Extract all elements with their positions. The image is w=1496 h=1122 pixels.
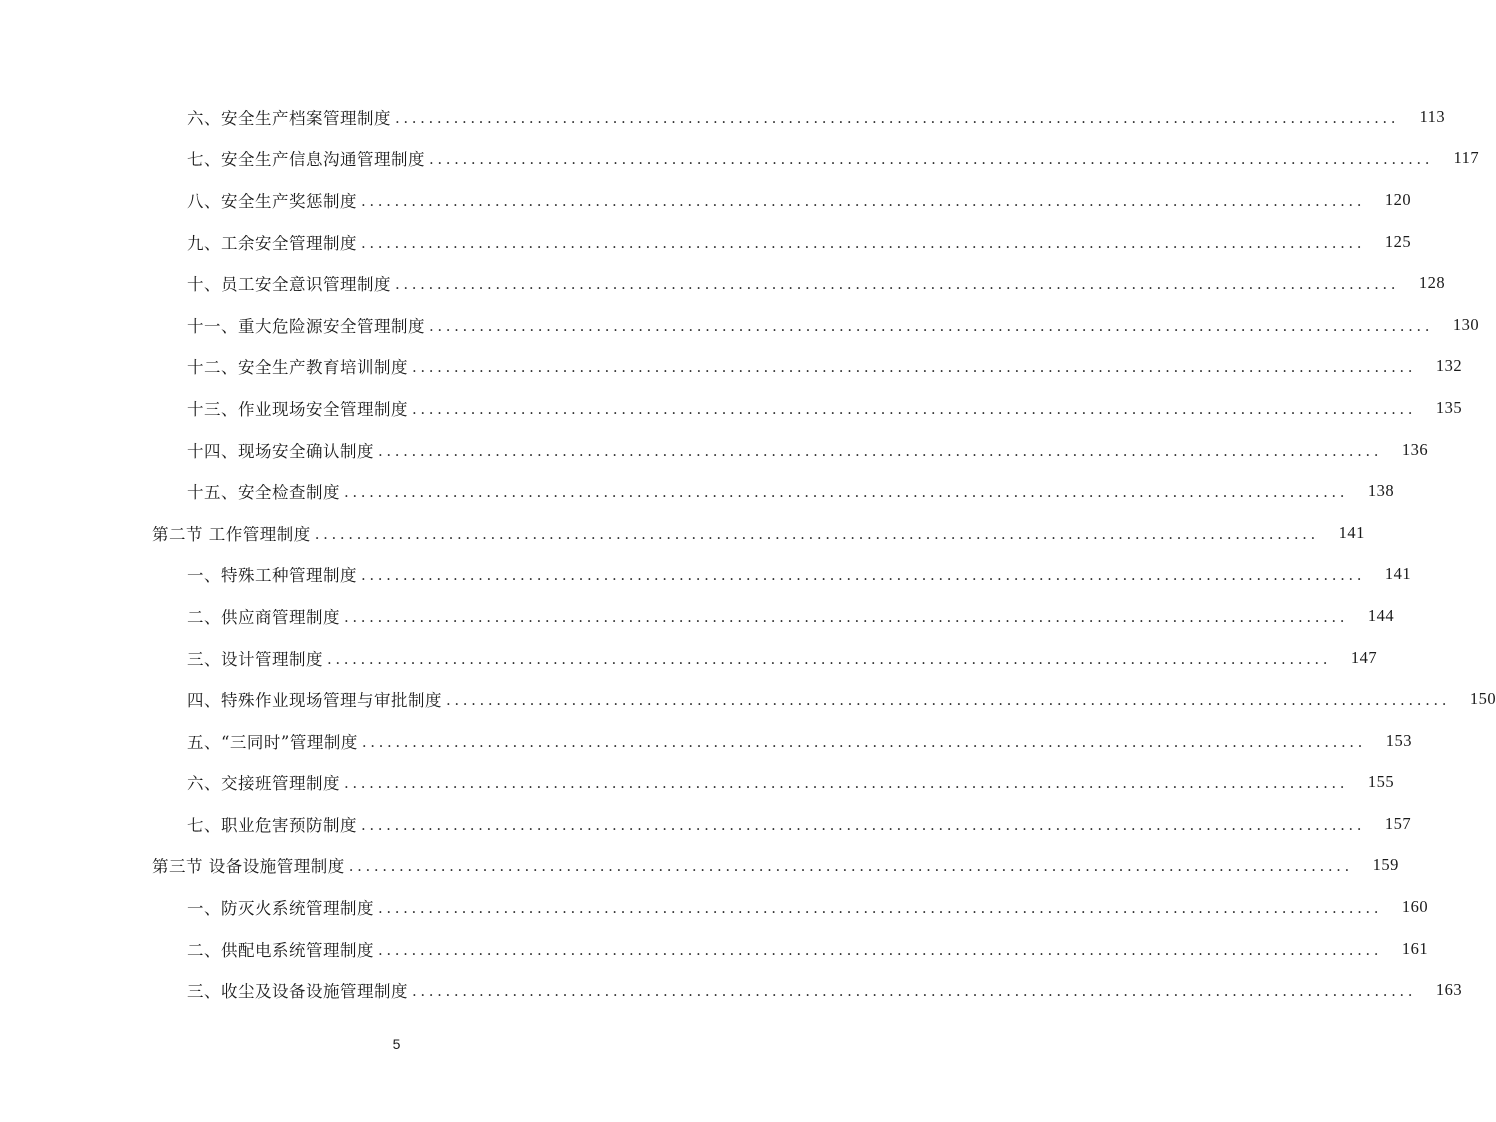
toc-entry[interactable] xyxy=(0,262,1446,304)
toc-entry-page: 128 xyxy=(1418,273,1446,293)
toc-entry[interactable] xyxy=(0,221,1412,263)
toc-entry[interactable] xyxy=(0,886,1429,928)
toc-dot-leader: ........................................................................................................................ xyxy=(314,524,1319,543)
toc-entry-page: 157 xyxy=(1384,813,1412,833)
toc-entry[interactable] xyxy=(0,138,1480,180)
toc-entry-page: 138 xyxy=(1367,481,1395,501)
toc-dot-leader: ........................................................................................................................ xyxy=(344,483,1349,502)
toc-dot-leader: ........................................................................................................................ xyxy=(429,316,1434,335)
toc-entry-page: 117 xyxy=(1453,148,1480,168)
toc-entry[interactable] xyxy=(0,387,1463,429)
toc-entry[interactable] xyxy=(0,762,1395,804)
toc-dot-leader: ........................................................................................................................ xyxy=(361,815,1366,834)
toc-entry-title: 五、“三同时”管理制度 xyxy=(187,732,358,752)
toc-entry-title: 十五、安全检查制度 xyxy=(187,483,340,503)
page-number: 5 xyxy=(392,1036,401,1052)
toc-dot-leader: ........................................................................................................................ xyxy=(378,940,1383,959)
toc-entry[interactable] xyxy=(0,346,1463,388)
toc-entry[interactable] xyxy=(0,179,1412,221)
toc-entry-title: 十四、现场安全确认制度 xyxy=(187,441,374,461)
toc-entry-title: 十一、重大危险源安全管理制度 xyxy=(187,316,425,336)
toc-entry[interactable] xyxy=(0,928,1429,970)
toc-dot-leader: ........................................................................................................................ xyxy=(429,150,1434,169)
toc-entry[interactable] xyxy=(0,595,1395,637)
toc-entry-page: 150 xyxy=(1469,689,1496,709)
toc-entry-title: 一、防灭火系统管理制度 xyxy=(187,899,374,919)
toc-entry[interactable] xyxy=(0,803,1412,845)
toc-entry-title: 四、特殊作业现场管理与审批制度 xyxy=(187,691,442,711)
toc-dot-leader: ........................................................................................................................ xyxy=(327,649,1332,668)
toc-entry-title: 六、交接班管理制度 xyxy=(187,774,340,794)
toc-entry-page: 120 xyxy=(1384,189,1412,209)
toc-dot-leader: ........................................................................................................................ xyxy=(361,566,1366,585)
toc-dot-leader: ........................................................................................................................ xyxy=(378,899,1383,918)
toc-dot-leader: ........................................................................................................................ xyxy=(412,399,1417,418)
toc-entry-title: 八、安全生产奖惩制度 xyxy=(187,191,357,211)
toc-dot-leader: ........................................................................................................................ xyxy=(395,275,1400,294)
toc-entry-page: 113 xyxy=(1419,106,1446,126)
toc-entry[interactable] xyxy=(0,969,1463,1011)
toc-entry-title: 一、特殊工种管理制度 xyxy=(187,566,357,586)
toc-dot-leader: ........................................................................................................................ xyxy=(378,441,1383,460)
toc-entry-title: 十二、安全生产教育培训制度 xyxy=(187,358,408,378)
toc-dot-leader: ........................................................................................................................ xyxy=(412,982,1417,1001)
toc-entry-title: 二、供配电系统管理制度 xyxy=(187,940,374,960)
toc-entry-title: 第三节 设备设施管理制度 xyxy=(152,857,345,877)
toc-section-entry[interactable] xyxy=(0,512,1365,554)
toc-entry-title: 十、员工安全意识管理制度 xyxy=(187,275,391,295)
toc-dot-leader: ........................................................................................................................ xyxy=(395,108,1400,127)
toc-entry-title: 三、收尘及设备设施管理制度 xyxy=(187,982,408,1002)
toc-entry-page: 160 xyxy=(1401,897,1429,917)
toc-dot-leader: ........................................................................................................................ xyxy=(361,233,1366,252)
toc-entry-page: 163 xyxy=(1435,980,1463,1000)
toc-entry-page: 141 xyxy=(1338,522,1365,542)
toc-entry-title: 七、职业危害预防制度 xyxy=(187,815,357,835)
toc-entry-page: 136 xyxy=(1401,439,1429,459)
toc-entry-page: 132 xyxy=(1435,356,1463,376)
toc-dot-leader: ........................................................................................................................ xyxy=(344,774,1349,793)
toc-entry-page: 159 xyxy=(1372,855,1399,875)
toc-entry[interactable] xyxy=(0,554,1412,596)
toc-section-entry[interactable] xyxy=(0,845,1399,887)
toc-dot-leader: ........................................................................................................................ xyxy=(412,358,1417,377)
toc-entry-page: 130 xyxy=(1452,314,1480,334)
toc-entry-title: 二、供应商管理制度 xyxy=(187,607,340,627)
toc-entry-page: 141 xyxy=(1384,564,1412,584)
toc-entry[interactable] xyxy=(0,96,1446,138)
toc-dot-leader: ........................................................................................................................ xyxy=(361,191,1366,210)
toc-entry-page: 125 xyxy=(1384,231,1412,251)
toc-dot-leader: ........................................................................................................................ xyxy=(361,732,1367,751)
toc-entry-title: 第二节 工作管理制度 xyxy=(152,524,311,544)
toc-entry[interactable] xyxy=(0,304,1480,346)
toc-entry-page: 144 xyxy=(1367,605,1395,625)
toc-entry-title: 七、安全生产信息沟通管理制度 xyxy=(187,150,425,170)
toc-entry-title: 六、安全生产档案管理制度 xyxy=(187,108,391,128)
toc-entry-title: 十三、作业现场安全管理制度 xyxy=(187,399,408,419)
toc-entry[interactable] xyxy=(0,429,1429,471)
toc-entry[interactable] xyxy=(0,637,1378,679)
toc-entry-page: 155 xyxy=(1367,772,1395,792)
toc-entry-title: 九、工余安全管理制度 xyxy=(187,233,357,253)
toc-entry[interactable] xyxy=(0,470,1395,512)
table-of-contents xyxy=(0,96,1496,1011)
toc-entry[interactable] xyxy=(0,720,1413,762)
toc-entry-title: 三、设计管理制度 xyxy=(187,649,323,669)
toc-entry[interactable] xyxy=(0,678,1496,720)
toc-entry-page: 153 xyxy=(1385,730,1413,750)
toc-entry-page: 135 xyxy=(1435,397,1463,417)
toc-entry-page: 161 xyxy=(1401,938,1429,958)
toc-dot-leader: ........................................................................................................................ xyxy=(348,857,1353,876)
toc-dot-leader: ........................................................................................................................ xyxy=(344,607,1349,626)
toc-dot-leader: ........................................................................................................................ xyxy=(446,691,1451,710)
toc-entry-page: 147 xyxy=(1350,647,1378,667)
